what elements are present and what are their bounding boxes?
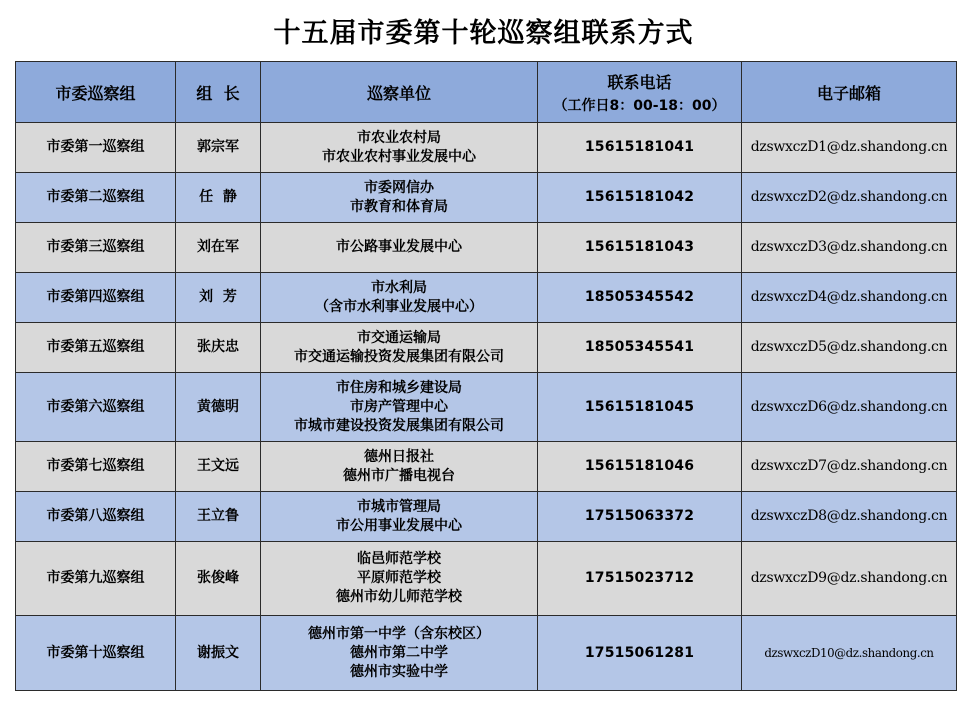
header-phone-label: 联系电话 (607, 72, 672, 92)
phone-cell: 18505345542 (538, 273, 742, 323)
header-phone (538, 62, 742, 123)
unit-name: 市城市建设投资发展集团有限公司 (294, 417, 504, 434)
units-cell (261, 123, 538, 173)
unit-name: 德州市广播电视台 (343, 467, 455, 484)
table-row (16, 323, 957, 373)
leader-cell: 郭宗军 (176, 123, 261, 173)
unit-name: 市农业农村局 (357, 129, 441, 146)
page-title: 十五届市委第十轮巡察组联系方式 (273, 18, 694, 49)
group-name-cell: 市委第八巡察组 (16, 492, 176, 542)
unit-name: 德州市第二中学 (350, 644, 448, 661)
email-cell[interactable]: dzswxczD3@dz.shandong.cn (742, 223, 957, 273)
header-email: 电子邮箱 (742, 62, 957, 123)
table-body (16, 123, 957, 691)
table-row (16, 273, 957, 323)
unit-name: 平原师范学校 (357, 570, 441, 586)
unit-name: 临邑师范学校 (357, 551, 441, 567)
units-cell (261, 616, 538, 691)
phone-cell: 15615181045 (538, 373, 742, 442)
table-row (16, 223, 957, 273)
phone-cell: 15615181046 (538, 442, 742, 492)
units-cell (261, 373, 538, 442)
phone-cell: 18505345541 (538, 323, 742, 373)
leader-cell: 刘在军 (176, 223, 261, 273)
unit-name: 市公用事业发展中心 (336, 517, 462, 534)
table-row (16, 542, 957, 616)
email-cell[interactable]: dzswxczD9@dz.shandong.cn (742, 542, 957, 616)
units-cell (261, 173, 538, 223)
group-name-cell: 市委第三巡察组 (16, 223, 176, 273)
leader-cell: 任 静 (176, 173, 261, 223)
leader-cell: 谢振文 (176, 616, 261, 691)
table-row (16, 373, 957, 442)
phone-cell: 15615181042 (538, 173, 742, 223)
leader-cell: 张庆忠 (176, 323, 261, 373)
unit-name: 市城市管理局 (357, 498, 441, 515)
leader-cell: 王文远 (176, 442, 261, 492)
table-row (16, 492, 957, 542)
header-leader-label: 组 长 (196, 83, 240, 103)
units-cell (261, 542, 538, 616)
header-phone-hours: （工作日8：00-18：00） (553, 97, 726, 114)
unit-name: 德州市第一中学（含东校区） (308, 625, 490, 642)
leader-cell: 刘 芳 (176, 273, 261, 323)
units-cell (261, 442, 538, 492)
group-name-cell: 市委第九巡察组 (16, 542, 176, 616)
phone-cell: 15615181043 (538, 223, 742, 273)
leader-cell: 黄德明 (176, 373, 261, 442)
email-cell[interactable]: dzswxczD2@dz.shandong.cn (742, 173, 957, 223)
unit-name: 德州市幼儿师范学校 (336, 589, 462, 605)
phone-cell: 17515023712 (538, 542, 742, 616)
units-cell (261, 323, 538, 373)
group-name-cell: 市委第二巡察组 (16, 173, 176, 223)
email-cell[interactable]: dzswxczD7@dz.shandong.cn (742, 442, 957, 492)
unit-name: 市教育和体育局 (350, 198, 448, 215)
email-cell[interactable]: dzswxczD1@dz.shandong.cn (742, 123, 957, 173)
leader-cell: 张俊峰 (176, 542, 261, 616)
unit-name: 德州市实验中学 (350, 663, 448, 680)
phone-cell: 17515063372 (538, 492, 742, 542)
group-name-cell: 市委第一巡察组 (16, 123, 176, 173)
unit-name: 市委网信办 (364, 179, 434, 196)
units-cell (261, 223, 538, 273)
unit-name: 市农业农村事业发展中心 (322, 148, 476, 165)
group-name-cell: 市委第十巡察组 (16, 616, 176, 691)
unit-name: 市水利局 (371, 279, 427, 296)
unit-name: 市交通运输局 (357, 329, 441, 346)
unit-name: 市交通运输投资发展集团有限公司 (294, 348, 504, 365)
unit-name: 市公路事业发展中心 (336, 239, 462, 255)
table-row (16, 616, 957, 691)
email-cell[interactable]: dzswxczD8@dz.shandong.cn (742, 492, 957, 542)
phone-cell: 15615181041 (538, 123, 742, 173)
unit-name: （含市水利事业发展中心） (315, 298, 483, 315)
header-group: 市委巡察组 (16, 62, 176, 123)
email-cell[interactable]: dzswxczD10@dz.shandong.cn (742, 616, 957, 691)
header-leader (176, 62, 261, 123)
table-row (16, 123, 957, 173)
table-header-row (16, 62, 957, 123)
phone-cell: 17515061281 (538, 616, 742, 691)
group-name-cell: 市委第七巡察组 (16, 442, 176, 492)
unit-name: 市住房和城乡建设局 (336, 379, 462, 396)
table-row (16, 173, 957, 223)
group-name-cell: 市委第五巡察组 (16, 323, 176, 373)
header-units: 巡察单位 (261, 62, 538, 123)
group-name-cell: 市委第四巡察组 (16, 273, 176, 323)
email-cell[interactable]: dzswxczD6@dz.shandong.cn (742, 373, 957, 442)
units-cell (261, 492, 538, 542)
contact-table (15, 61, 957, 691)
unit-name: 德州日报社 (364, 448, 434, 465)
table-row (16, 442, 957, 492)
email-cell[interactable]: dzswxczD5@dz.shandong.cn (742, 323, 957, 373)
units-cell (261, 273, 538, 323)
leader-cell: 王立鲁 (176, 492, 261, 542)
unit-name: 市房产管理中心 (350, 398, 448, 415)
email-cell[interactable]: dzswxczD4@dz.shandong.cn (742, 273, 957, 323)
group-name-cell: 市委第六巡察组 (16, 373, 176, 442)
